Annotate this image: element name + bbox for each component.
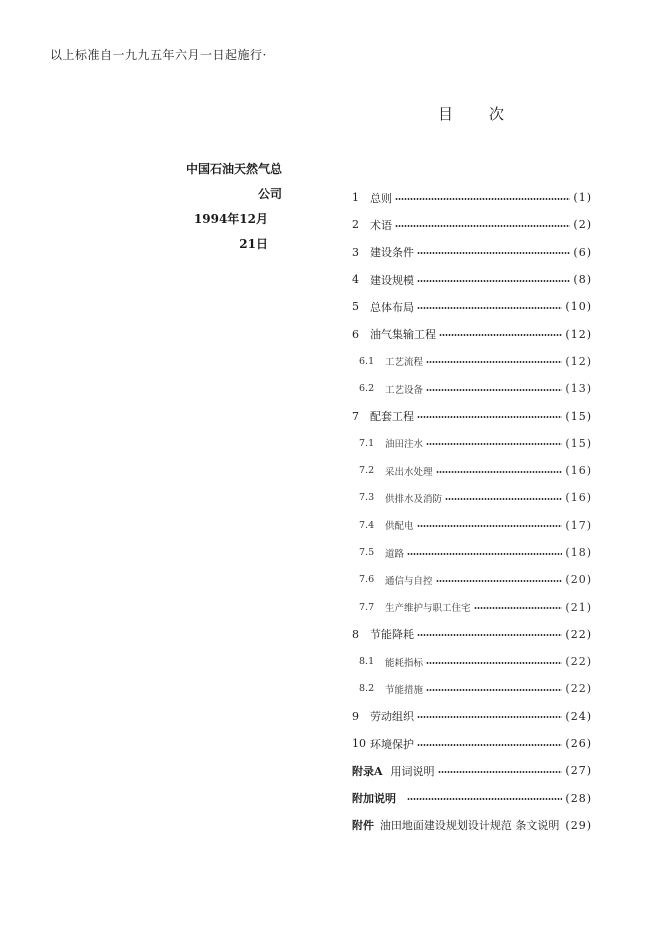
toc-entry-title: 总则 [370, 191, 392, 205]
toc-entry-title: 油田注水 [385, 439, 424, 451]
toc-entry[interactable] [352, 512, 592, 539]
toc-entry-page: (16) [565, 491, 592, 505]
dot-leader [426, 443, 562, 445]
toc-entry-page: (1) [573, 191, 592, 205]
toc-entry-title: 油气集输工程 [370, 328, 436, 342]
toc-entry-number: 9 [352, 709, 359, 723]
table-of-contents [352, 184, 592, 839]
toc-entry-title: 术语 [370, 218, 392, 232]
toc-entry-number: 7.7 [359, 601, 375, 613]
dot-leader [426, 689, 562, 691]
toc-entry[interactable] [352, 211, 592, 238]
toc-entry-title: 工艺设备 [385, 384, 424, 396]
toc-entry-title: 通信与自控 [385, 575, 433, 587]
toc-entry[interactable] [352, 457, 592, 484]
toc-title: 目次 [438, 105, 541, 123]
toc-entry-number: 2 [352, 218, 359, 232]
toc-entry-number: 8.2 [359, 683, 375, 695]
toc-entry-title: 采出水处理 [385, 466, 433, 478]
toc-entry[interactable] [352, 293, 592, 320]
toc-entry-title: 油田地面建设规划设计规范 条文说明 [379, 819, 560, 833]
toc-entry-number: 7.1 [359, 437, 375, 449]
toc-entry[interactable] [352, 184, 592, 211]
dot-leader [474, 607, 563, 609]
toc-entry-number: 7.4 [359, 519, 375, 531]
toc-entry-number: 7.3 [359, 492, 375, 504]
dot-leader [417, 525, 563, 527]
toc-entry[interactable] [352, 539, 592, 566]
toc-entry-number: 3 [352, 245, 359, 259]
toc-entry-number: 附加说明 [352, 792, 396, 806]
dot-leader [426, 389, 562, 391]
toc-entry-page: (8) [573, 273, 592, 287]
toc-entry[interactable] [352, 593, 592, 620]
toc-entry[interactable] [352, 375, 592, 402]
toc-entry-page: (15) [565, 436, 592, 450]
dot-leader [395, 198, 570, 200]
toc-entry[interactable] [352, 675, 592, 702]
toc-entry-title: 配套工程 [370, 410, 414, 424]
toc-entry[interactable] [352, 348, 592, 375]
toc-entry-page: (21) [565, 600, 592, 614]
toc-entry[interactable] [352, 730, 592, 757]
dot-leader [445, 498, 562, 500]
toc-entry[interactable] [352, 757, 592, 784]
toc-entry-page: (10) [565, 300, 592, 314]
toc-entry-number: 7.5 [359, 547, 375, 558]
dot-leader [417, 307, 562, 309]
dot-leader [439, 334, 562, 336]
toc-entry-title: 节能措施 [385, 684, 424, 696]
dot-leader [417, 280, 570, 282]
toc-entry[interactable] [352, 621, 592, 648]
toc-entry-title: 环境保护 [370, 737, 414, 751]
toc-entry[interactable] [352, 785, 592, 812]
issuer-org: 中国石油天然气总公司 [185, 162, 282, 201]
dot-leader [417, 416, 562, 418]
dot-leader [436, 471, 563, 473]
dot-leader [407, 798, 562, 800]
header-note: 以上标准自一九九五年六月一日起施行· [50, 48, 267, 62]
toc-entry[interactable] [352, 703, 592, 730]
dot-leader [407, 553, 562, 555]
toc-entry-title: 劳动组织 [370, 710, 414, 724]
toc-entry-page: (17) [565, 518, 592, 532]
dot-leader [417, 716, 562, 718]
toc-entry-page: (6) [573, 245, 592, 259]
toc-entry-page: (18) [565, 546, 592, 559]
toc-entry-page: (29) [565, 818, 592, 832]
toc-entry-page: (26) [565, 737, 592, 751]
toc-entry[interactable] [352, 812, 592, 839]
toc-entry-page: (27) [565, 764, 592, 778]
toc-entry-page: (15) [565, 409, 592, 423]
toc-entry[interactable] [352, 320, 592, 347]
toc-entry-number: 6 [352, 327, 359, 341]
toc-entry-number: 7.2 [359, 465, 375, 477]
toc-entry-number: 6.1 [359, 355, 375, 367]
dot-leader [436, 580, 563, 582]
toc-entry-number: 1 [352, 191, 359, 205]
toc-entry-title: 用词说明 [390, 764, 435, 778]
dot-leader [438, 771, 563, 773]
toc-entry[interactable] [352, 484, 592, 511]
toc-entry-number: 6.2 [359, 383, 375, 395]
dot-leader [395, 225, 570, 227]
toc-entry-page: (13) [565, 382, 592, 396]
toc-entry-title: 道路 [385, 548, 405, 560]
toc-entry-title: 供排水及消防 [385, 493, 443, 505]
issuer-block [178, 157, 282, 257]
toc-entry-page: (16) [565, 464, 592, 478]
dot-leader [417, 252, 570, 254]
toc-entry-page: (12) [565, 327, 592, 341]
toc-entry-number: 8.1 [359, 656, 375, 668]
toc-entry[interactable] [352, 266, 592, 293]
toc-entry-title: 生产维护与职工住宅 [385, 603, 471, 615]
dot-leader [417, 634, 562, 636]
toc-entry-number: 7.6 [359, 574, 375, 586]
toc-entry-title: 供配电 [385, 521, 414, 533]
toc-entry-number: 5 [352, 300, 359, 314]
toc-entry-title: 建设规模 [370, 273, 414, 287]
toc-entry-title: 能耗指标 [385, 657, 424, 669]
toc-entry[interactable] [352, 430, 592, 457]
toc-entry[interactable] [352, 648, 592, 675]
toc-entry-title: 总体布局 [370, 300, 414, 314]
issuer-date: 1994年12月21日 [193, 212, 268, 251]
toc-entry[interactable] [352, 566, 592, 593]
toc-entry-page: (28) [565, 791, 592, 805]
toc-entry-page: (2) [573, 218, 592, 232]
toc-entry-number: 7 [352, 409, 359, 423]
toc-entry-number: 10 [352, 737, 366, 751]
toc-entry-title: 工艺流程 [385, 357, 424, 369]
toc-entry-page: (22) [565, 682, 592, 696]
toc-entry-number: 4 [352, 273, 359, 287]
toc-entry[interactable] [352, 402, 592, 429]
dot-leader [426, 361, 562, 363]
toc-entry-title: 节能降耗 [370, 628, 414, 642]
toc-entry-title: 建设条件 [370, 246, 414, 260]
dot-leader [417, 744, 562, 746]
toc-entry-page: (22) [565, 627, 592, 641]
toc-entry-page: (12) [565, 354, 592, 368]
toc-entry-number: 附录A [352, 764, 383, 778]
toc-entry-page: (20) [565, 573, 592, 587]
toc-entry[interactable] [352, 239, 592, 266]
toc-entry-number: 附件 [352, 819, 374, 833]
toc-entry-page: (22) [565, 655, 592, 669]
dot-leader [426, 662, 562, 664]
toc-entry-number: 8 [352, 627, 359, 641]
toc-entry-page: (24) [565, 709, 592, 723]
